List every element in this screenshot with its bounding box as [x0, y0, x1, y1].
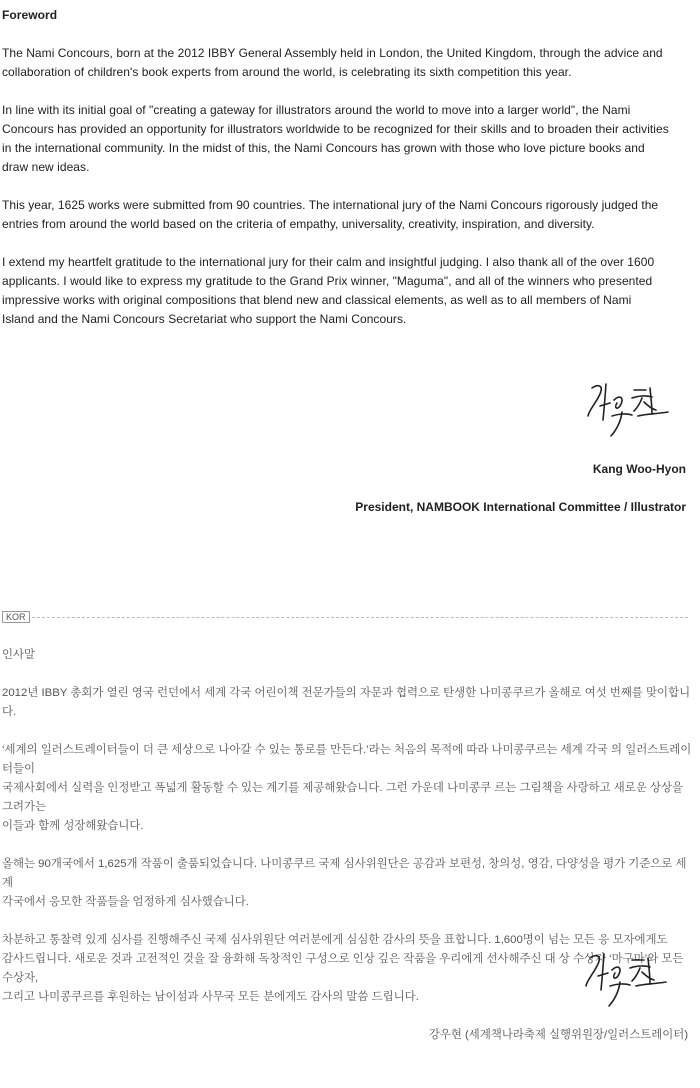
text-line: The Nami Concours, born at the 2012 IBBY General Assembly held in London, the United Kingdom, through the advice and — [2, 46, 663, 60]
signatory-title: President, NAMBOOK International Committee / Illustrator — [355, 500, 686, 514]
en-paragraph-3 — [2, 196, 692, 234]
text-line: 그리고 나미콩쿠르를 후원하는 남이섬과 사무국 모든 분에게도 감사의 말씀 드립니다. — [2, 991, 419, 1003]
kor-language-badge: KOR — [2, 611, 30, 623]
text-line: 올해는 90개국에서 1,625개 작품이 출품되었습니다. 나미콩쿠르 국제 심사위원단은 공감과 보편성, 창의성, 영감, 다양성을 평가 기준으로 세계 — [2, 858, 687, 889]
ko-paragraph-1 — [2, 684, 692, 722]
ko-paragraph-3 — [2, 855, 692, 912]
text-line: draw new ideas. — [2, 160, 90, 174]
text-line: in the international community. In the midst of this, the Nami Concours has grown with those who love picture books and — [2, 141, 645, 155]
ko-paragraph-2 — [2, 741, 692, 836]
korean-heading: 인사말 — [2, 649, 36, 661]
signature-image — [584, 376, 674, 440]
text-line: 국제사회에서 실력을 인정받고 폭넓게 활동할 수 있는 계기를 제공해왔습니다. 그런 가운데 나미콩쿠 르는 그림책을 사랑하고 새로운 상상을 그려가는 — [2, 782, 683, 813]
text-line: 차분하고 통찰력 있게 심사를 진행해주신 국제 심사위원단 여러분에게 심심한 감사의 뜻을 표합니다. 1,600명이 넘는 모든 응 모자에게도 — [2, 934, 668, 946]
text-line: This year, 1625 works were submitted from 90 countries. The international jury of the Nami Concours rigorously judged the — [2, 198, 659, 212]
text-line: collaboration of children's book experts from around the world, is celebrating its sixth competition this year. — [2, 65, 572, 79]
section-divider — [32, 617, 688, 618]
text-line: impressive works with original compositions that blend new and classical elements, as well as to all members of Nami — [2, 293, 632, 307]
text-line: Concours has provided an opportunity for illustrators worldwide to be recognized for their skills and to broaden their activities — [2, 122, 669, 136]
text-line: ‘세계의 일러스트레이터들이 더 큰 세상으로 나아갈 수 있는 통로를 만든다.’라는 처음의 목적에 따라 나미콩쿠르는 세계 각국 의 일러스트레이터들이 — [2, 744, 692, 775]
text-line: In line with its initial goal of "creating a gateway for illustrators around the world to move into a larger world", the Nami — [2, 103, 631, 117]
korean-signatory: 강우현 (세계책나라축제 실행위원장/일러스트레이터) — [428, 1029, 688, 1041]
text-line: 감사드립니다. 새로운 것과 고전적인 것을 잘 융화해 독창적인 구성으로 인상 깊은 작품을 우리에게 선사해주신 대 상 수상자 ‘마구마’와 모든 수상자, — [2, 953, 684, 984]
en-paragraph-2 — [2, 101, 692, 177]
text-line: 각국에서 응모한 작품들을 엄정하게 심사했습니다. — [2, 896, 249, 908]
text-line: 이들과 함께 성장해왔습니다. — [2, 820, 144, 832]
foreword-heading: Foreword — [2, 8, 58, 22]
en-paragraph-1 — [2, 44, 692, 82]
text-line: I extend my heartfelt gratitude to the international jury for their calm and insightful judging. I also thank all of the over 1600 — [2, 255, 655, 269]
signature-image — [582, 946, 672, 1010]
text-line: Island and the Nami Concours Secretariat who support the Nami Concours. — [2, 312, 407, 326]
text-line: applicants. I would like to express my gratitude to the Grand Prix winner, "Maguma", and all of the winners who presented — [2, 274, 653, 288]
text-line: 2012년 IBBY 총회가 열린 영국 런던에서 세계 각국 어린이책 전문가들의 자문과 협력으로 탄생한 나미콩쿠르가 올해로 여섯 번째를 맞이합니다. — [2, 687, 691, 718]
english-foreword — [2, 6, 692, 329]
signatory-name: Kang Woo-Hyon — [592, 462, 686, 476]
text-line: entries from around the world based on the criteria of empathy, universality, creativity, inspiration, and diversity. — [2, 217, 595, 231]
en-paragraph-4 — [2, 253, 692, 329]
